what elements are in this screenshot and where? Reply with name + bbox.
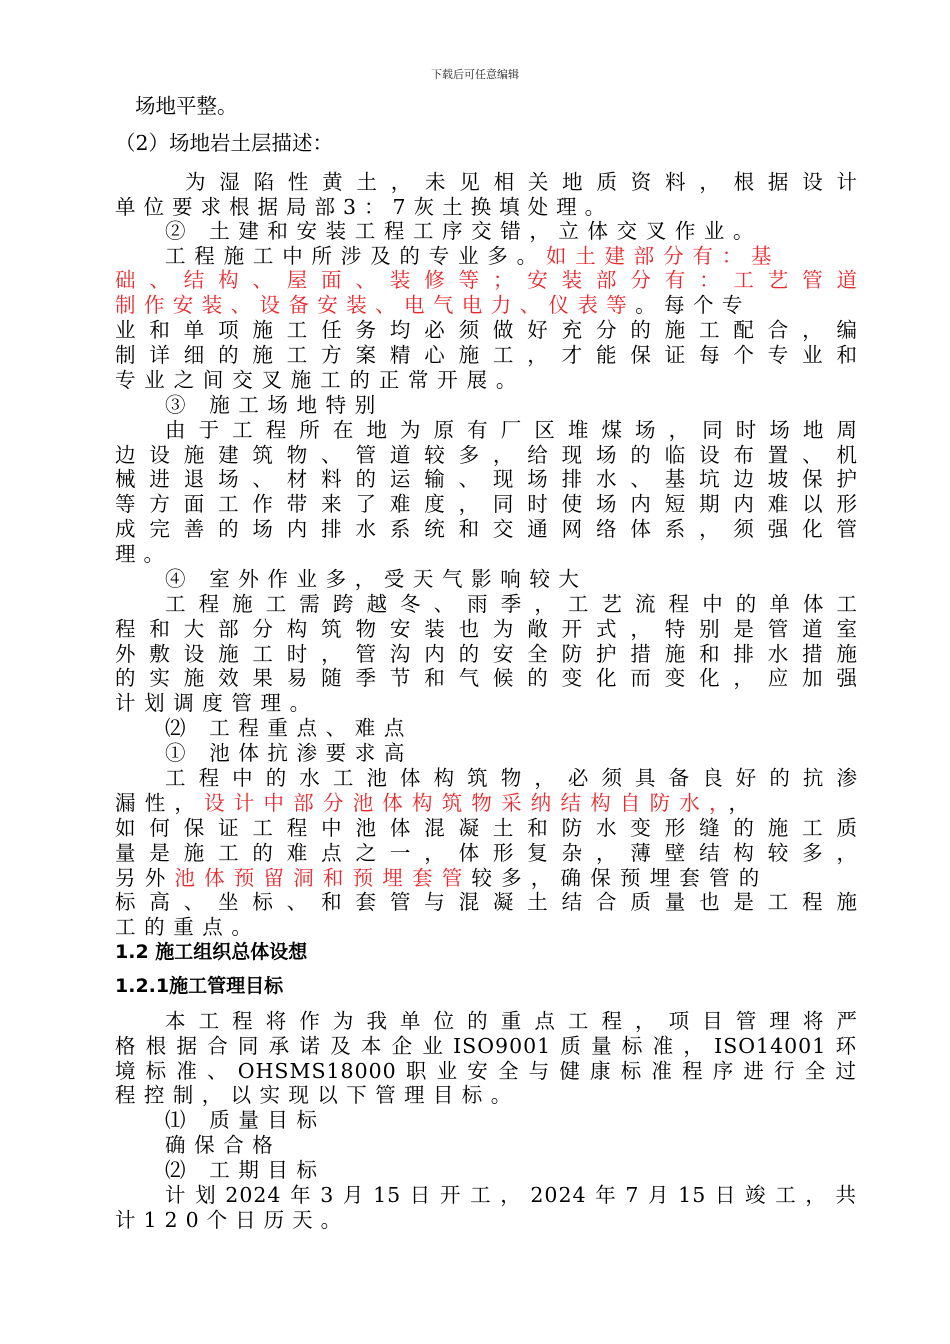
text-line: 程控制，以实现以下管理目标。 (115, 1083, 520, 1107)
text-line: ② 土建和安装工程工序交错，立体交叉作业。 (165, 219, 763, 243)
text-span: 另外 (115, 866, 175, 890)
text-line: 本工程将作为我单位的重点工程，项目管理将严 (165, 1009, 857, 1033)
text-line: （2）场地岩土层描述： (115, 131, 334, 155)
text-line: 工程施工需跨越冬、雨季，工艺流程中的单体工 (165, 592, 857, 616)
text-line: 如何保证工程中池体混凝土和防水变形缝的施工质 (115, 816, 857, 840)
text-line: 确保合格 (165, 1133, 282, 1157)
text-line: 理。 (115, 542, 172, 566)
page-header: 下载后可任意编辑 (431, 68, 519, 81)
text-line (115, 293, 857, 318)
text-line: 为湿陷性黄土，未见相关地质资料，根据设计 (185, 170, 857, 194)
text-line: 场地平整。 (135, 94, 238, 118)
section-heading: 1.2 施工组织总体设想 (115, 941, 308, 963)
text-line: 制详细的施工方案精心施工，才能保证每个专业和 (115, 343, 857, 367)
text-line: 边设施建筑物、管道较多，给现场的临设布置、机 (115, 443, 857, 467)
text-line: ① 池体抗渗要求高 (165, 741, 413, 765)
subsection-heading: 1.2.1施工管理目标 (115, 975, 284, 997)
text-line: 计120个日历天。 (115, 1208, 350, 1232)
text-line: 计划2024年3月15日开工，2024年7月15日竣工，共 (165, 1183, 857, 1207)
highlight-span: 如土建部分有：基 (545, 244, 781, 268)
text-line: 业和单项施工任务均必须做好充分的施工配合，编 (115, 318, 857, 342)
text-line (115, 791, 857, 816)
text-line: 外敷设施工时，管沟内的安全防护措施和排水措施 (115, 642, 857, 666)
text-line: 单位要求根据局部3：7灰土换填处理。 (115, 195, 614, 219)
text-line: 量是施工的难点之一，体形复杂，薄壁结构较多， (115, 841, 857, 865)
text-line: ⑴ 质量目标 (165, 1108, 326, 1132)
text-line (165, 244, 857, 269)
text-line: ③ 施工场地特别 (165, 393, 384, 417)
text-line: 由于工程所在地为原有厂区堆煤场，同时场地周 (165, 418, 857, 442)
text-line: ⑵ 工程重点、难点 (165, 716, 413, 740)
text-line: 成完善的场内排水系统和交通网络体系，须强化管 (115, 517, 857, 541)
text-line: 计划调度管理。 (115, 691, 319, 715)
highlight-span: 制作安装、设备安装、电气电力、仪表等 (115, 293, 636, 317)
text-span: 漏性， (115, 791, 205, 815)
text-span: 较多，确保预埋套管的 (471, 866, 769, 890)
text-line: ④ 室外作业多，受天气影响较大 (165, 567, 588, 591)
text-line: 标高、坐标、和套管与混凝土结合质量也是工程施 (115, 890, 857, 914)
text-line (115, 866, 857, 891)
highlight-span: 设计中部分池体构筑物采纳结构自防水， (204, 791, 729, 815)
text-line: 境标准、OHSMS18000职业安全与健康标准程序进行全过 (115, 1059, 857, 1083)
text-line: 的实施效果易随季节和气候的变化而变化，应加强 (115, 666, 857, 690)
text-span: ， (728, 791, 759, 815)
text-span: 。每个专 (635, 293, 751, 317)
highlight-span: 池体预留洞和预埋套管 (174, 866, 472, 890)
text-line: 程和大部分构筑物安装也为敞开式，特别是管道室 (115, 617, 857, 641)
highlight-line: 础、结构、屋面、装修等；安装部分有：工艺管道 (115, 268, 857, 292)
text-line: 工程中的水工池体构筑物，必须具备良好的抗渗 (165, 766, 857, 790)
text-line: 格根据合同承诺及本企业ISO9001质量标准，ISO14001环 (115, 1034, 857, 1058)
text-span: 工程施工中所涉及的专业多。 (165, 244, 546, 268)
text-line: 等方面工作带来了难度，同时使场内短期内难以形 (115, 492, 857, 516)
text-line: 工的重点。 (115, 915, 261, 939)
text-line: 专业之间交叉施工的正常开展。 (115, 368, 526, 392)
text-line: 械进退场、材料的运输、现场排水、基坑边坡保护 (115, 467, 857, 491)
text-line: ⑵ 工期目标 (165, 1158, 326, 1182)
